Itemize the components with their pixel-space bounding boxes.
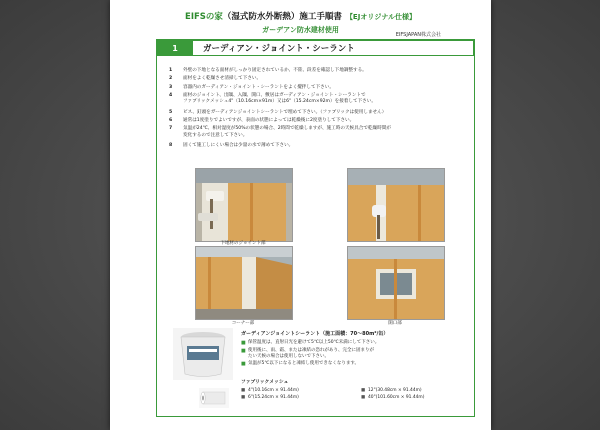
mesh-size-text: 6"(15.24cm × 91.44m) <box>248 395 299 400</box>
step-text: 固くて施工しにくい場合は少量の水で薄めて下さい。 <box>183 142 294 148</box>
title-main: （湿式防水外断熱）施工手順書 <box>222 12 342 22</box>
bullet-square-icon: ■ <box>241 388 246 393</box>
company-name: EIFSJAPAN株式会社 <box>395 32 441 38</box>
product-note <box>241 340 471 346</box>
product-note <box>241 361 471 367</box>
step-item <box>169 143 469 149</box>
bullet-square-icon: ■ <box>361 395 366 400</box>
section-title: ガーディアン・ジョイント・シーラント <box>193 41 473 55</box>
step-number: 8 <box>169 142 173 148</box>
bullet-square-icon: ■ <box>241 340 246 346</box>
section-number: 1 <box>172 43 178 53</box>
mesh-size-item <box>361 395 471 400</box>
photo-opening <box>347 246 445 320</box>
mesh-size-item <box>361 388 471 393</box>
section-box <box>156 39 475 417</box>
step-text: 外壁の下地となる面材がしっかり固定されているか、不陸、段差を確認し下地調整する。 <box>183 68 367 73</box>
step-text: 気温が24℃、相対湿度が50%の状態の場合、2時間で乾燥しますが、施工時の天候具合で乾燥時間が 変化するので注意して下さい。 <box>183 126 391 138</box>
mesh-title: ファブリックメッシュ <box>241 380 289 385</box>
bullet-square-icon: ■ <box>241 361 246 367</box>
step-number: 6 <box>169 117 173 123</box>
step-item <box>169 93 469 105</box>
step-list <box>169 68 469 151</box>
photo-caption: 下地材のジョイント部 <box>220 241 266 246</box>
step-item <box>169 68 469 74</box>
mesh-size-text: 4"(10.16cm × 91.44m) <box>248 388 299 393</box>
step-item <box>169 76 469 82</box>
note-text: 気温が5℃以下になると凍結し使用できなくなります。 <box>248 361 360 366</box>
step-text: 面材のジョイント、出隅、入隅、開口、敷居はガーディアン・ジョイント・シーラントで ファブリックメッシュ4"（10.16cm×91m）又は6"（15.24cm×92m）を接着して下さい。 <box>183 93 376 105</box>
step-text: 容器内のガーディアン・ジョイント・シーラントをよく攪拌して下さい。 <box>183 84 334 90</box>
step-item <box>169 110 469 116</box>
document-page <box>110 0 491 430</box>
bullet-square-icon: ■ <box>241 395 246 400</box>
photo-caption: コーナー部 <box>231 321 255 326</box>
product-note <box>241 348 471 360</box>
section-bar <box>157 40 474 56</box>
product-title: ガーディアンジョイントシーラント（施工面積：70～80m²/缶） <box>241 331 389 337</box>
mesh-size-text: 12"(30.48cm × 91.44m) <box>368 388 422 393</box>
mesh-size-item <box>241 388 351 393</box>
title-spec: 【EJオリジナル仕様】 <box>345 13 416 21</box>
step-number: 4 <box>169 93 173 99</box>
mesh-size-list <box>241 388 471 400</box>
photo-roller-application <box>347 168 445 242</box>
step-number: 3 <box>169 84 173 90</box>
document-title <box>110 10 491 22</box>
photo-caption: 開口部 <box>388 321 402 326</box>
document-subtitle: ガーデアン防水建材使用 <box>262 26 339 34</box>
step-text: ビス、釘頭をガーディアンジョイントシーラントで埋めて下さい。（ファブリックは使用しません） <box>183 109 387 115</box>
step-number: 1 <box>169 68 173 73</box>
mesh-size-text: 40"(101.60cm × 91.44m) <box>368 395 425 400</box>
mesh-size-item <box>241 395 351 400</box>
step-number: 5 <box>169 109 173 115</box>
step-text: 面材をよく乾燥させ清掃して下さい。 <box>183 76 262 82</box>
step-item <box>169 118 469 124</box>
product-info <box>241 330 471 369</box>
step-number: 2 <box>169 76 173 82</box>
step-item <box>169 126 469 138</box>
photo-substrate-joint <box>195 168 293 242</box>
step-text: 通常は1度塗りでよいですが、表面の状態によっては乾燥後に2度塗りして下さい。 <box>183 117 355 123</box>
sealant-bucket-image <box>173 328 233 380</box>
step-item <box>169 85 469 91</box>
fabric-mesh-roll-image <box>199 388 229 408</box>
note-text: 使用後に、雨、霜、または凍結の恐れがあり、完全に固まりが たい天候の場合は使用しないで下さい。 <box>248 347 374 359</box>
mesh-info <box>241 378 471 400</box>
step-number: 7 <box>169 126 173 132</box>
bullet-square-icon: ■ <box>361 388 366 393</box>
photo-corner <box>195 246 293 320</box>
bullet-square-icon: ■ <box>241 347 246 354</box>
note-text: 保管温度は、直射日光を避けて5℃以上50℃未満にして下さい。 <box>248 340 380 345</box>
title-brand: EIFSの家 <box>185 12 223 22</box>
